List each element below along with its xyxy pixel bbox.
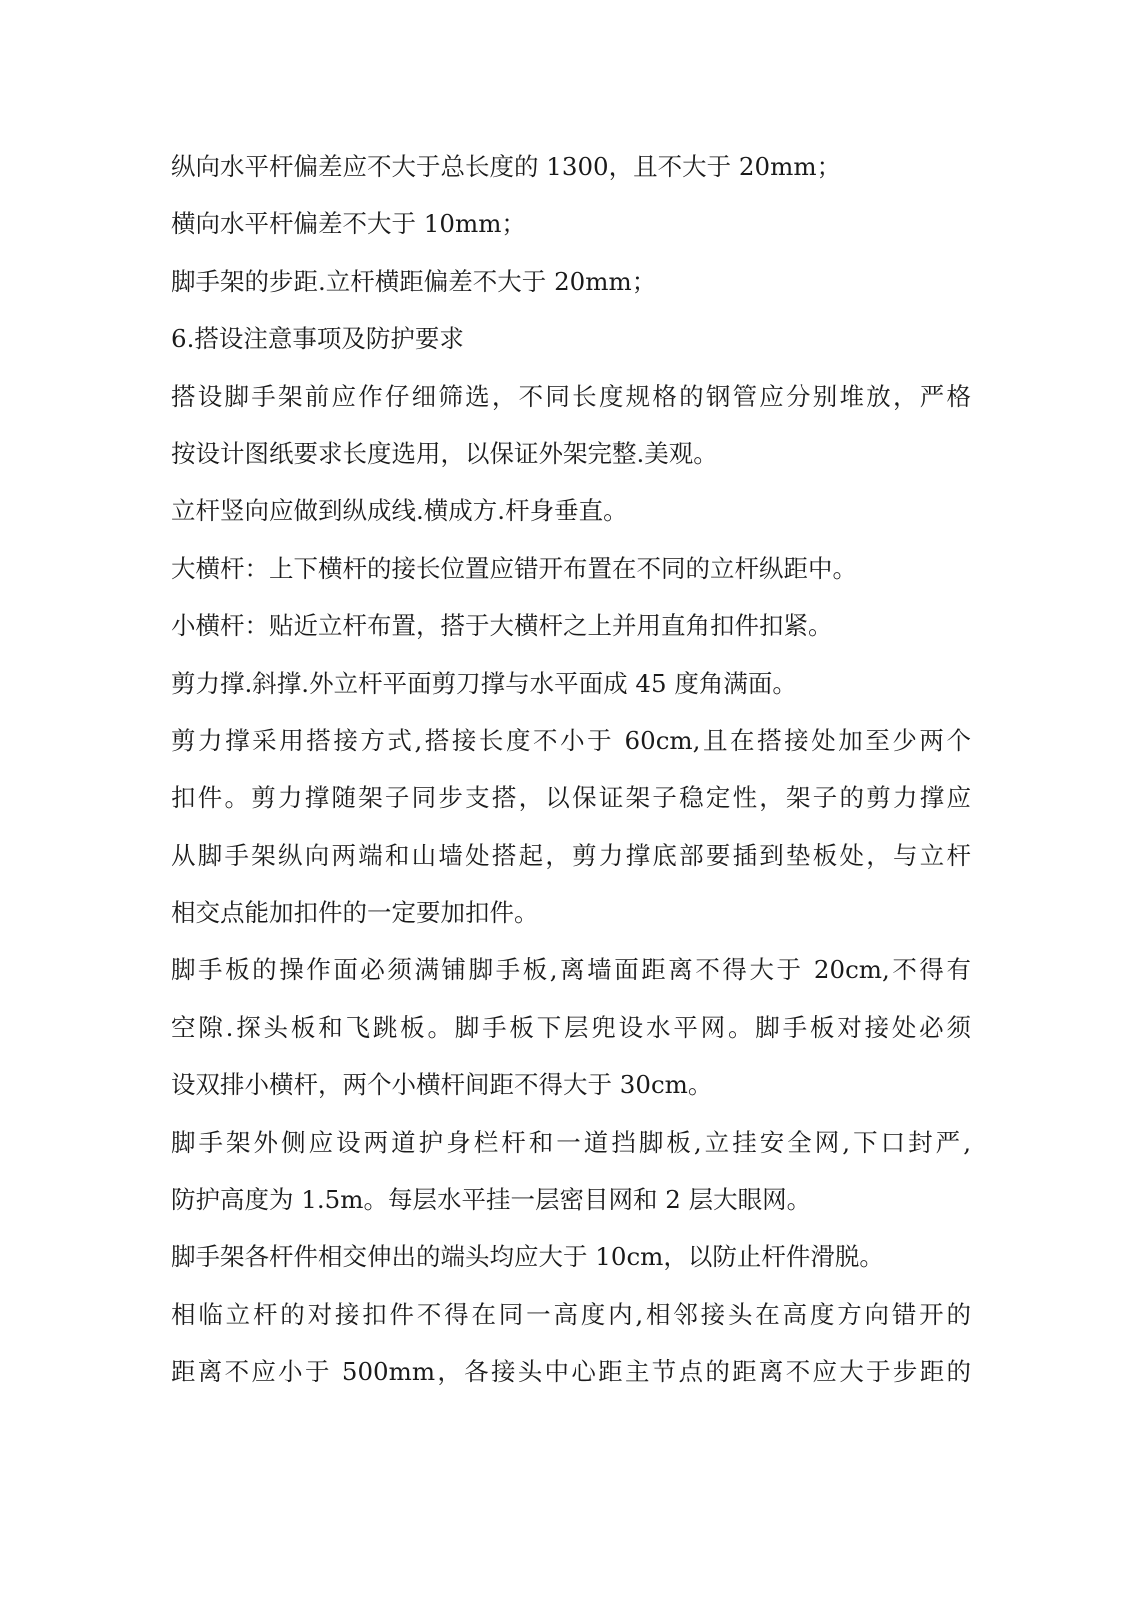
body-text [171,138,971,1401]
text-line: 脚手板的操作面必须满铺脚手板,离墙面距离不得大于 20cm,不得有 [171,955,971,985]
text-line: 按设计图纸要求长度选用，以保证外架完整.美观。 [171,438,718,468]
text-line: 空隙.探头板和飞跳板。脚手板下层兜设水平网。脚手板对接处必须 [171,1012,971,1042]
section-heading: 6.搭设注意事项及防护要求 [171,324,464,354]
text-line: 搭设脚手架前应作仔细筛选，不同长度规格的钢管应分别堆放，严格 [171,381,971,411]
text-line: 立杆竖向应做到纵成线.横成方.杆身垂直。 [171,496,628,526]
text-line: 小横杆：贴近立杆布置，搭于大横杆之上并用直角扣件扣紧。 [171,611,833,641]
text-line: 脚手架的步距.立杆横距偏差不大于 20mm； [171,266,657,296]
text-line: 距离不应小于 500mm，各接头中心距主节点的距离不应大于步距的 [171,1357,971,1387]
text-line: 脚手架外侧应设两道护身栏杆和一道挡脚板,立挂安全网,下口封严, [171,1127,971,1157]
text-line: 剪力撑.斜撑.外立杆平面剪刀撑与水平面成 45 度角满面。 [171,668,797,698]
text-line: 纵向水平杆偏差应不大于总长度的 1300，且不大于 20mm； [171,152,842,181]
text-line: 横向水平杆偏差不大于 10mm； [171,209,526,239]
text-line: 脚手架各杆件相交伸出的端头均应大于 10cm，以防止杆件滑脱。 [171,1242,884,1272]
text-line: 从脚手架纵向两端和山墙处搭起，剪力撑底部要插到垫板处，与立杆 [171,840,971,870]
text-line: 扣件。剪力撑随架子同步支搭，以保证架子稳定性，架子的剪力撑应 [171,783,971,813]
text-line: 相临立杆的对接扣件不得在同一高度内,相邻接头在高度方向错开的 [171,1299,971,1329]
text-line: 防护高度为 1.5m。每层水平挂一层密目网和 2 层大眼网。 [171,1185,812,1215]
text-line: 相交点能加扣件的一定要加扣件。 [171,898,539,928]
text-line: 剪力撑采用搭接方式,搭接长度不小于 60cm,且在搭接处加至少两个 [171,725,971,755]
text-line: 设双排小横杆，两个小横杆间距不得大于 30cm。 [171,1070,713,1100]
text-line: 大横杆：上下横杆的接长位置应错开布置在不同的立杆纵距中。 [171,553,857,583]
